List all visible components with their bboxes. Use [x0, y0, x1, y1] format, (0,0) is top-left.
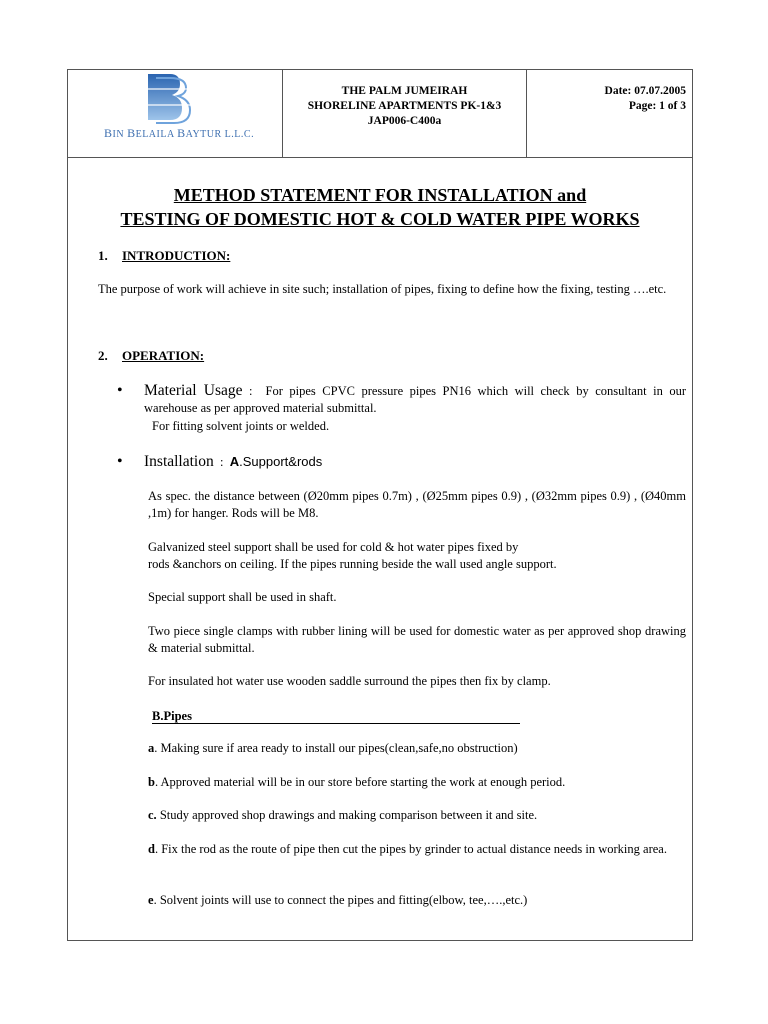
date-cell: [527, 70, 694, 157]
document-code: JAP006-C400a: [367, 115, 442, 127]
project-subtitle: SHORELINE APARTMENTS PK-1&3: [307, 100, 502, 112]
introduction-text: The purpose of work will achieve in site such; installation of pipes, fixing to define how the fixing, testing ….etc.: [98, 282, 667, 296]
project-name: THE PALM JUMEIRAH: [341, 85, 468, 97]
pipes-subheading: B.Pipes: [152, 709, 520, 724]
installation-heading: Installation: [144, 453, 214, 470]
bullet-icon: •: [117, 453, 123, 470]
galvanized-support-line-2: rods &anchors on ceiling. If the pipes running beside the wall used angle support.: [148, 557, 557, 571]
page-number: Page: 1 of 3: [628, 100, 686, 112]
section-operation-heading: 2. OPERATION:: [98, 348, 205, 363]
title-line-2: TESTING OF DOMESTIC HOT & COLD WATER PIPE WORKS: [120, 209, 640, 229]
support-spacing-text: As spec. the distance between (Ø20mm pipes 0.7m) , (Ø25mm pipes 0.9) , (Ø32mm pipes 0.9) , (Ø40mm ,1m) for hanger. Rods will be M8.: [148, 489, 686, 520]
pipes-item-d: d. Fix the rod as the route of pipe then cut the pipes by grinder to actual distance needs in working area.: [148, 842, 667, 856]
document-date: Date: 07.07.2005: [604, 85, 686, 97]
title-line-1: METHOD STATEMENT FOR INSTALLATION and: [173, 185, 587, 205]
insulated-pipe-text: For insulated hot water use wooden saddle surround the pipes then fix by clamp.: [148, 674, 551, 688]
material-usage-text: Material Usage : For pipes CPVC pressure pipes PN16 which will check by consultant in our warehouse as per approved material submittal.: [144, 382, 686, 415]
material-usage-fitting: For fitting solvent joints or welded.: [152, 419, 330, 433]
bbb-logo-icon: [148, 74, 192, 124]
section-introduction-heading: 1. INTRODUCTION:: [98, 248, 231, 263]
pipes-item-b: b. Approved material will be in our store before starting the work at enough period.: [148, 775, 566, 789]
document-header: [68, 70, 692, 158]
installation-heading-line: Installation : A.Support&rods: [144, 453, 323, 470]
pipes-item-c: c. Study approved shop drawings and making comparison between it and site.: [148, 808, 538, 822]
company-name: BIN BELAILA BAYTUR L.L.C.: [104, 126, 255, 140]
clamps-text: Two piece single clamps with rubber lining will be used for domestic water as per approved shop drawing & material submittal.: [148, 624, 686, 655]
pipes-item-e: e. Solvent joints will use to connect the pipes and fitting(elbow, tee,….,etc.): [148, 893, 528, 907]
bullet-icon: •: [117, 382, 123, 399]
galvanized-support-line-1: Galvanized steel support shall be used for cold & hot water pipes fixed by: [148, 540, 519, 554]
pipes-item-a: a. Making sure if area ready to install our pipes(clean,safe,no obstruction): [148, 741, 518, 755]
material-usage-heading: Material Usage: [144, 382, 243, 399]
document-page: [67, 69, 693, 941]
shaft-support-text: Special support shall be used in shaft.: [148, 590, 337, 604]
logo-cell: [68, 70, 283, 157]
project-cell: [283, 70, 527, 157]
